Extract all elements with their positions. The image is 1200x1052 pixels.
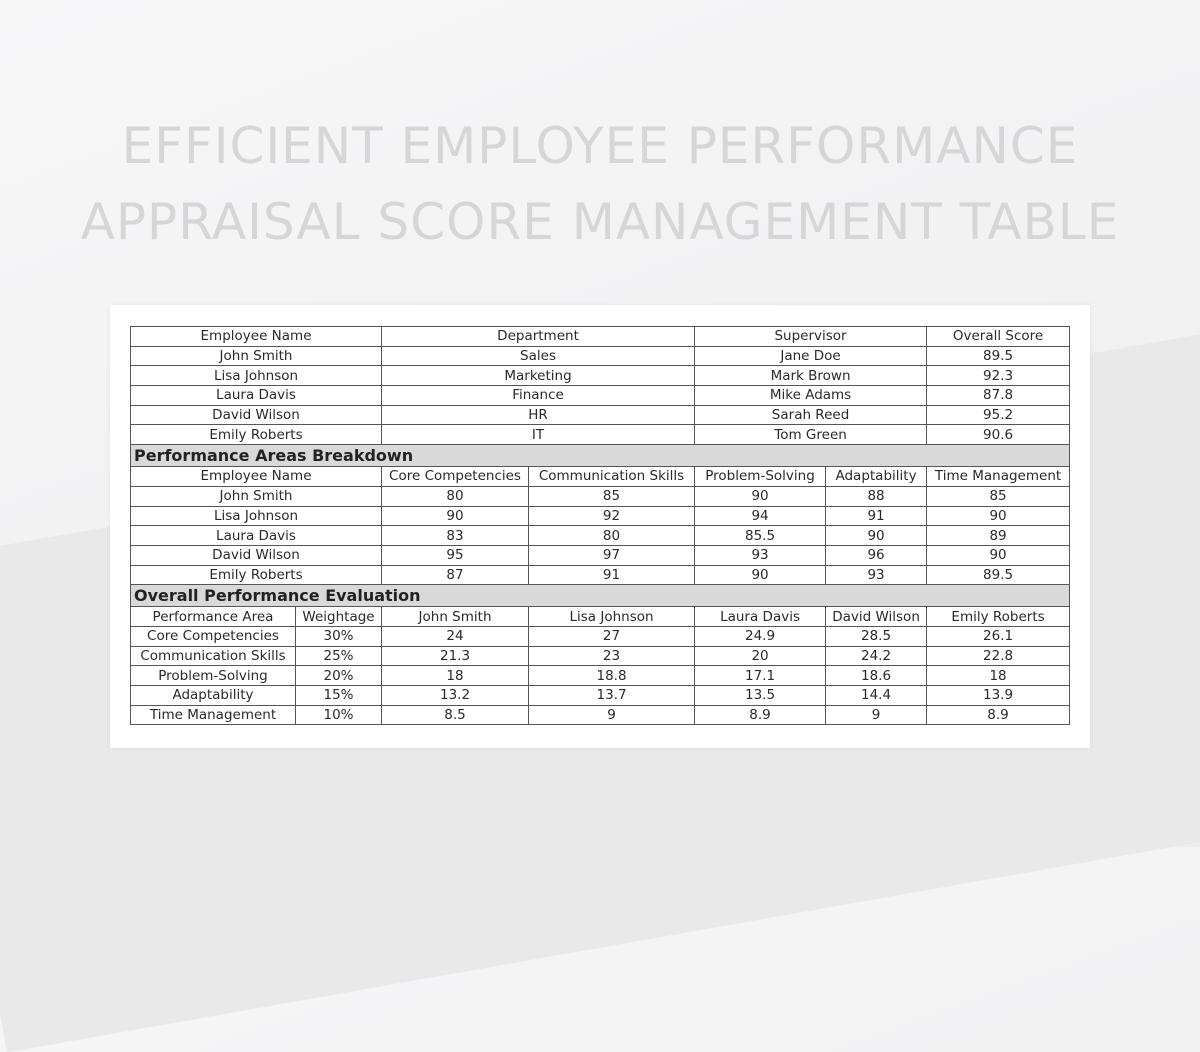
table-cell: 21.3 bbox=[382, 646, 529, 666]
table-cell: 8.9 bbox=[695, 705, 826, 725]
table-cell: David Wilson bbox=[131, 405, 382, 425]
table-cell: 24 bbox=[382, 626, 529, 646]
table-cell: 90 bbox=[826, 526, 927, 546]
summary-header-cell: Employee Name bbox=[131, 327, 382, 347]
evaluation-header-row bbox=[131, 607, 1070, 627]
table-row bbox=[131, 425, 1070, 445]
table-cell: Adaptability bbox=[131, 686, 296, 706]
breakdown-header-cell: Problem-Solving bbox=[695, 467, 826, 487]
table-row bbox=[131, 565, 1070, 585]
table-row bbox=[131, 686, 1070, 706]
table-cell: Jane Doe bbox=[695, 346, 927, 366]
section-header-row bbox=[131, 445, 1070, 467]
table-cell: Emily Roberts bbox=[131, 565, 382, 585]
table-cell: 85 bbox=[927, 486, 1070, 506]
table-cell: 22.8 bbox=[927, 646, 1070, 666]
breakdown-header-cell: Communication Skills bbox=[529, 467, 695, 487]
table-cell: Core Competencies bbox=[131, 626, 296, 646]
evaluation-header-cell: Lisa Johnson bbox=[529, 607, 695, 627]
table-cell: 97 bbox=[529, 545, 695, 565]
table-cell: 85.5 bbox=[695, 526, 826, 546]
table-cell: Communication Skills bbox=[131, 646, 296, 666]
table-cell: Marketing bbox=[382, 366, 695, 386]
table-cell: Laura Davis bbox=[131, 386, 382, 406]
table-row bbox=[131, 506, 1070, 526]
table-cell: 14.4 bbox=[826, 686, 927, 706]
page-title bbox=[0, 108, 1200, 260]
summary-header-cell: Department bbox=[382, 327, 695, 347]
table-cell: 30% bbox=[296, 626, 382, 646]
evaluation-header-cell: Weightage bbox=[296, 607, 382, 627]
table-cell: 90 bbox=[927, 545, 1070, 565]
section-header-row bbox=[131, 585, 1070, 607]
table-cell: 20 bbox=[695, 646, 826, 666]
table-row bbox=[131, 705, 1070, 725]
table-cell: Lisa Johnson bbox=[131, 506, 382, 526]
table-cell: Mark Brown bbox=[695, 366, 927, 386]
table-cell: 87 bbox=[382, 565, 529, 585]
table-cell: 92.3 bbox=[927, 366, 1070, 386]
table-cell: 27 bbox=[529, 626, 695, 646]
table-cell: 15% bbox=[296, 686, 382, 706]
table-row bbox=[131, 346, 1070, 366]
table-cell: 13.9 bbox=[927, 686, 1070, 706]
summary-header-cell: Supervisor bbox=[695, 327, 927, 347]
table-cell: 83 bbox=[382, 526, 529, 546]
table-cell: IT bbox=[382, 425, 695, 445]
table-cell: 89 bbox=[927, 526, 1070, 546]
summary-header-row bbox=[131, 327, 1070, 347]
section-title-evaluation: Overall Performance Evaluation bbox=[131, 585, 1070, 607]
table-cell: 89.5 bbox=[927, 346, 1070, 366]
table-cell: 9 bbox=[826, 705, 927, 725]
table-cell: 80 bbox=[529, 526, 695, 546]
table-cell: Sales bbox=[382, 346, 695, 366]
evaluation-header-cell: Emily Roberts bbox=[927, 607, 1070, 627]
table-row bbox=[131, 646, 1070, 666]
table-cell: Laura Davis bbox=[131, 526, 382, 546]
table-cell: John Smith bbox=[131, 486, 382, 506]
table-cell: 95 bbox=[382, 545, 529, 565]
table-row bbox=[131, 526, 1070, 546]
table-cell: Tom Green bbox=[695, 425, 927, 445]
table-cell: 28.5 bbox=[826, 626, 927, 646]
breakdown-header-row bbox=[131, 467, 1070, 487]
table-cell: 18.6 bbox=[826, 666, 927, 686]
table-cell: 94 bbox=[695, 506, 826, 526]
table-cell: 8.5 bbox=[382, 705, 529, 725]
table-cell: 18 bbox=[382, 666, 529, 686]
table-cell: 90 bbox=[695, 486, 826, 506]
evaluation-header-cell: John Smith bbox=[382, 607, 529, 627]
table-row bbox=[131, 666, 1070, 686]
table-cell: 91 bbox=[529, 565, 695, 585]
table-cell: 18.8 bbox=[529, 666, 695, 686]
table-cell: 24.2 bbox=[826, 646, 927, 666]
table-cell: 26.1 bbox=[927, 626, 1070, 646]
page-title-line-2: APPRAISAL SCORE MANAGEMENT TABLE bbox=[80, 193, 1120, 251]
breakdown-header-cell: Time Management bbox=[927, 467, 1070, 487]
summary-header-cell: Overall Score bbox=[927, 327, 1070, 347]
table-row bbox=[131, 486, 1070, 506]
table-cell: 13.5 bbox=[695, 686, 826, 706]
table-cell: 90.6 bbox=[927, 425, 1070, 445]
table-cell: 9 bbox=[529, 705, 695, 725]
breakdown-header-cell: Core Competencies bbox=[382, 467, 529, 487]
table-cell: Finance bbox=[382, 386, 695, 406]
table-cell: 10% bbox=[296, 705, 382, 725]
table-cell: HR bbox=[382, 405, 695, 425]
table-cell: 87.8 bbox=[927, 386, 1070, 406]
table-cell: 20% bbox=[296, 666, 382, 686]
page-title-line-1: EFFICIENT EMPLOYEE PERFORMANCE bbox=[121, 117, 1079, 175]
table-cell: 93 bbox=[826, 565, 927, 585]
table-cell: 13.2 bbox=[382, 686, 529, 706]
table-cell: 90 bbox=[695, 565, 826, 585]
table-cell: Lisa Johnson bbox=[131, 366, 382, 386]
table-cell: 88 bbox=[826, 486, 927, 506]
table-row bbox=[131, 626, 1070, 646]
table-cell: 13.7 bbox=[529, 686, 695, 706]
evaluation-header-cell: Performance Area bbox=[131, 607, 296, 627]
table-cell: 96 bbox=[826, 545, 927, 565]
table-cell: 25% bbox=[296, 646, 382, 666]
table-cell: Sarah Reed bbox=[695, 405, 927, 425]
appraisal-table bbox=[130, 326, 1070, 725]
table-cell: 91 bbox=[826, 506, 927, 526]
table-cell: 95.2 bbox=[927, 405, 1070, 425]
table-cell: 85 bbox=[529, 486, 695, 506]
table-cell: 80 bbox=[382, 486, 529, 506]
table-cell: Time Management bbox=[131, 705, 296, 725]
table-cell: 89.5 bbox=[927, 565, 1070, 585]
table-cell: Emily Roberts bbox=[131, 425, 382, 445]
table-row bbox=[131, 545, 1070, 565]
table-cell: 24.9 bbox=[695, 626, 826, 646]
breakdown-header-cell: Adaptability bbox=[826, 467, 927, 487]
table-cell: 18 bbox=[927, 666, 1070, 686]
table-row bbox=[131, 386, 1070, 406]
breakdown-header-cell: Employee Name bbox=[131, 467, 382, 487]
table-row bbox=[131, 405, 1070, 425]
table-cell: David Wilson bbox=[131, 545, 382, 565]
table-cell: 90 bbox=[927, 506, 1070, 526]
table-cell: 8.9 bbox=[927, 705, 1070, 725]
evaluation-header-cell: Laura Davis bbox=[695, 607, 826, 627]
table-cell: 92 bbox=[529, 506, 695, 526]
evaluation-header-cell: David Wilson bbox=[826, 607, 927, 627]
table-cell: Mike Adams bbox=[695, 386, 927, 406]
spreadsheet-card bbox=[110, 305, 1090, 748]
table-cell: Problem-Solving bbox=[131, 666, 296, 686]
table-cell: John Smith bbox=[131, 346, 382, 366]
table-cell: 23 bbox=[529, 646, 695, 666]
table-cell: 93 bbox=[695, 545, 826, 565]
table-cell: 17.1 bbox=[695, 666, 826, 686]
table-cell: 90 bbox=[382, 506, 529, 526]
section-title-breakdown: Performance Areas Breakdown bbox=[131, 445, 1070, 467]
table-row bbox=[131, 366, 1070, 386]
